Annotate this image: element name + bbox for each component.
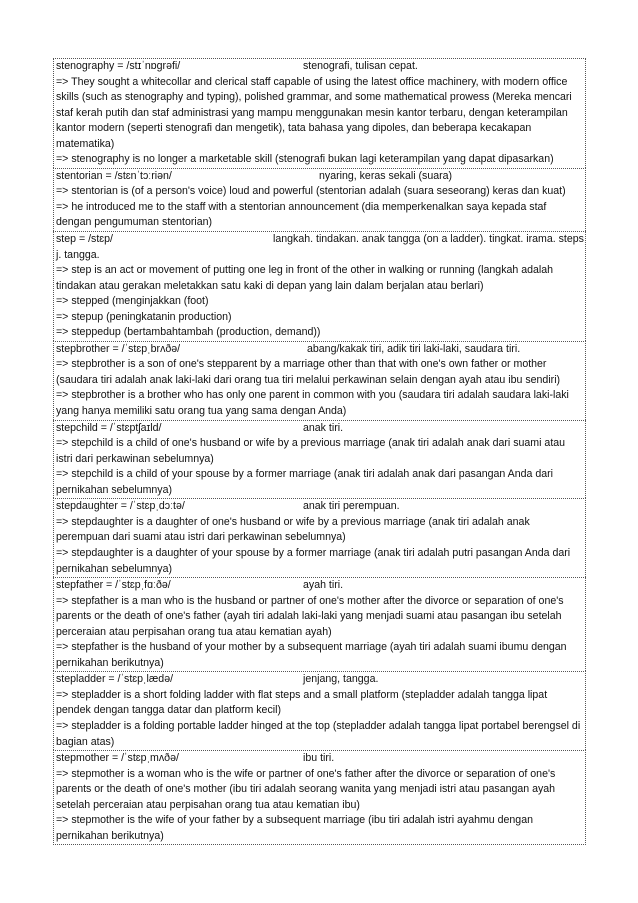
headword: stepmother = /ˈstɛpˌmʌðə/ (56, 752, 179, 765)
example-line: => stepmother is the wife of your father by a subsequent marriage (ibu tiri adalah istri ayahmu dengan pernikahan berikutnya) (56, 814, 533, 842)
headword: stepfather = /ˈstɛpˌfɑːðə/ (56, 579, 171, 592)
headword: stepchild = /ˈstɛptʃaɪld/ (56, 421, 162, 434)
entry-stenography (53, 58, 586, 168)
headword: stentorian = /stɛnˈtɔːriən/ (56, 169, 172, 182)
example-line: => stepfather is a man who is the husband or partner of one's mother after the divorce or separation of one's parents or the death of one's father (ayah tiri adalah laki-laki yang menjadi suami atau pasangan ibu setelah perceraian atau perpisahan orang tua atau kematian ayah) (56, 594, 564, 638)
headword-line (56, 499, 584, 515)
headword-line (56, 169, 584, 185)
headword: step = /stɛp/ (56, 233, 113, 246)
headword-line (56, 421, 584, 437)
entry-step (53, 231, 586, 341)
entry-stepbrother (53, 341, 586, 420)
example-line: => stentorian is (of a person's voice) loud and powerful (stentorian adalah (suara seseorang) keras dan kuat) (56, 185, 566, 198)
gloss: anak tiri. (303, 421, 344, 434)
headword: stepladder = /ˈstɛpˌlædə/ (56, 673, 174, 686)
headword: stepbrother = /ˈstɛpˌbrʌðə/ (56, 342, 181, 355)
example-line: => steppedup (bertambahtambah (production, demand)) (56, 326, 321, 339)
headword-line (56, 342, 584, 358)
gloss: ayah tiri. (303, 579, 344, 592)
gloss: jenjang, tangga. (303, 673, 379, 686)
example-line: => stepchild is a child of one's husband or wife by a previous marriage (anak tiri adalah anak dari suami atau istri dari perkawinan sebelumnya) (56, 437, 566, 465)
headword-line (56, 578, 584, 594)
entry-stepdaughter (53, 498, 586, 577)
example-line: => stepchild is a child of your spouse by a former marriage (anak tiri adalah anak dari pasangan Anda dari pernikahan sebelumnya) (56, 468, 554, 496)
gloss: ibu tiri. (303, 752, 335, 765)
example-line: => stepladder is a folding portable ladder hinged at the top (stepladder adalah tangga lipat portabel berengsel di bagian atas) (56, 719, 581, 748)
example-line: => stepdaughter is a daughter of your spouse by a former marriage (anak tiri adalah putri pasangan Anda dari pernikahan sebelumnya) (56, 546, 571, 575)
entry-stepfather (53, 577, 586, 671)
gloss: langkah. tindakan. anak tangga (on a ladder). tingkat. irama. steps j. tangga. (56, 233, 584, 261)
example-line: => stepbrother is a brother who has only one parent in common with you (saudara tiri adalah saudara laki-laki yang hanya memiliki satu orang tua yang sama dengan Anda) (56, 389, 569, 418)
example-line: => stepdaughter is a daughter of one's husband or wife by a previous marriage (anak tiri adalah anak perempuan dari suami atau istri dari perkawinan sebelumnya) (56, 515, 530, 544)
headword-line (56, 751, 584, 767)
gloss: abang/kakak tiri, adik tiri laki-laki, saudara tiri. (307, 342, 521, 355)
example-line: => he introduced me to the staff with a stentorian announcement (dia memperkenalkan saya kepada staf dengan pengumuman stentorian) (56, 200, 547, 229)
gloss: anak tiri perempuan. (303, 500, 400, 513)
gloss: nyaring, keras sekali (suara) (319, 169, 453, 182)
gloss: stenografi, tulisan cepat. (303, 60, 418, 72)
headword-line (56, 232, 584, 263)
dictionary-page (53, 58, 586, 845)
entry-stepmother (53, 750, 586, 845)
entry-stepladder (53, 671, 586, 750)
headword: stenography = /stɪˈnɒɡrəfi/ (56, 60, 181, 72)
headword-line (56, 59, 584, 75)
example-line: => stepfather is the husband of your mother by a subsequent marriage (ayah tiri adalah suami ibumu dengan pernikahan berikutnya) (56, 641, 567, 669)
example-line: => stepup (peningkatanin production) (56, 310, 232, 323)
entry-stepchild (53, 420, 586, 499)
example-line: => stepmother is a woman who is the wife or partner of one's father after the divorce or separation of one's parents or the death of one's mother (ibu tiri adalah seorang wanita yang menjadi istri atau pasangan ayah setelah perceraian atau perpisahan orang tua atau kematian ibu) (56, 767, 556, 811)
headword: stepdaughter = /ˈstɛpˌdɔːtə/ (56, 500, 185, 513)
example-line: => stenography is no longer a marketable skill (stenografi bukan lagi keterampilan yang dapat dipasarkan) (56, 153, 554, 166)
example-line: => stepped (menginjakkan (foot) (56, 295, 209, 308)
example-line: => They sought a whitecollar and clerical staff capable of using the latest office machinery, with modern office skills (such as stenography and typing), polished grammar, and some mathematical prowess (Mereka mencari staf kerah putih dan staf administrasi yang mampu menggunakan mesin kantor terbaru, dengan keterampilan kantor modern (seperti stenografi dan mengetik), tata bahasa yang dipoles, dan beberapa kecakapan matematika) (56, 75, 572, 150)
entry-stentorian (53, 168, 586, 231)
example-line: => stepbrother is a son of one's stepparent by a marriage other than that with one's own father or mother (saudara tiri adalah anak laki-laki dari orang tua tiri melalui perkawinan selain dengan ayah atau ibu sendiri) (56, 358, 561, 386)
example-line: => step is an act or movement of putting one leg in front of the other in walking or running (langkah adalah tindakan atau gerakan meletakkan satu kaki di depan yang lain dalam berjalan atau berlari) (56, 264, 554, 292)
example-line: => stepladder is a short folding ladder with flat steps and a small platform (stepladder adalah tangga lipat pendek dengan tangga datar dan platform kecil) (56, 688, 548, 717)
headword-line (56, 672, 584, 688)
